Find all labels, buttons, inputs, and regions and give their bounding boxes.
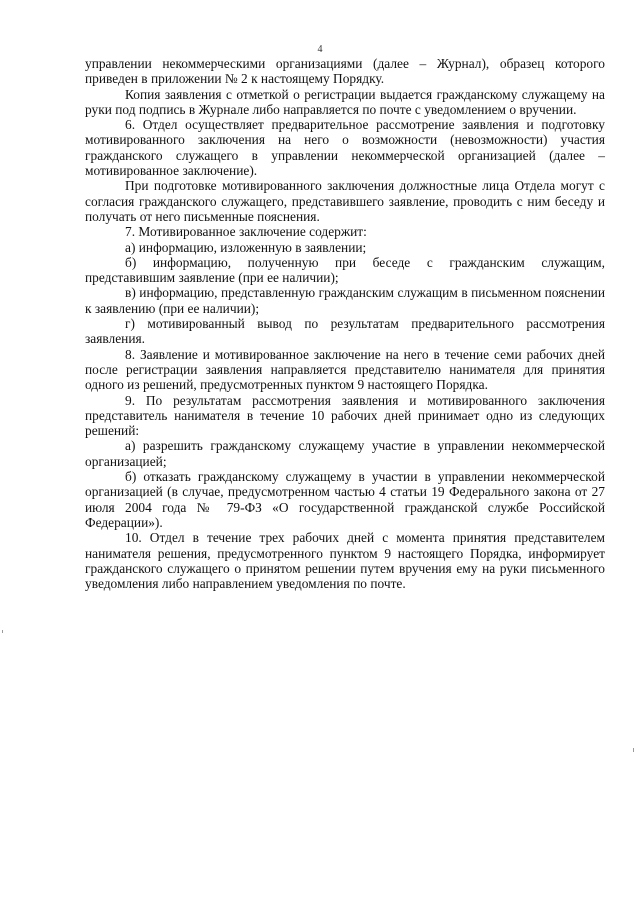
paragraph: 7. Мотивированное заключение содержит: — [125, 224, 367, 240]
paragraph: 8. Заявление и мотивированное заключение на него в течение семи рабочих дней после регистрации заявления направляется представителю нанимателя для принятия одного из решений, предусмотренных пунктом 9 настоящего Порядка. — [85, 346, 605, 393]
list-item: а) информацию, изложенную в заявлении; — [125, 239, 367, 255]
paragraph: 9. По результатам рассмотрения заявления и мотивированного заключения представитель нанимателя в течение 10 рабочих дней принимает одно из следующих решений: — [85, 392, 605, 439]
document-body — [85, 56, 605, 591]
list-item: а) разрешить гражданскому служащему участие в управлении некоммерческой организацией; — [85, 438, 605, 469]
paragraph: 6. Отдел осуществляет предварительное рассмотрение заявления и подготовку мотивированного заключения на него о возможности (невозможности) участия гражданского служащего в управлении некоммерческой организацией (далее – мотивированное заключение). — [85, 117, 605, 179]
paragraph: управлении некоммерческими организациями (далее – Журнал), образец которого приведен в приложении № 2 к настоящему Порядку. — [85, 56, 605, 87]
list-item: б) отказать гражданскому служащему в участии в управлении некоммерческой организацией (в случае, предусмотренном частью 4 статьи 19 Федерального закона от 27 июля 2004 года № 79-ФЗ «О государственной гражданской службе Российской Федерации»). — [85, 469, 605, 530]
paragraph: При подготовке мотивированного заключения должностные лица Отдела могут с согласия гражданского служащего, представившего заявление, проводить с ним беседу и получать от него письменные пояснения. — [85, 178, 605, 224]
list-item: б) информацию, полученную при беседе с гражданским служащим, представившим заявление (при ее наличии); — [85, 254, 605, 286]
scan-artifact — [2, 630, 3, 633]
scan-artifact — [633, 748, 634, 752]
list-item: в) информацию, представленную гражданским служащим в письменном пояснении к заявлению (при ее наличии); — [85, 285, 605, 316]
paragraph: 10. Отдел в течение трех рабочих дней с момента принятия представителем нанимателя решения, предусмотренного пунктом 9 настоящего Порядка, информирует гражданского служащего о принятом решении путем вручения ему на руки письменного уведомления либо направлением уведомления по почте. — [85, 530, 605, 592]
page-number: 4 — [317, 44, 323, 55]
paragraph: Копия заявления с отметкой о регистрации выдается гражданскому служащему на руки под подпись в Журнале либо направляется по почте с уведомлением о вручении. — [85, 86, 605, 117]
list-item: г) мотивированный вывод по результатам предварительного рассмотрения заявления. — [85, 316, 605, 347]
